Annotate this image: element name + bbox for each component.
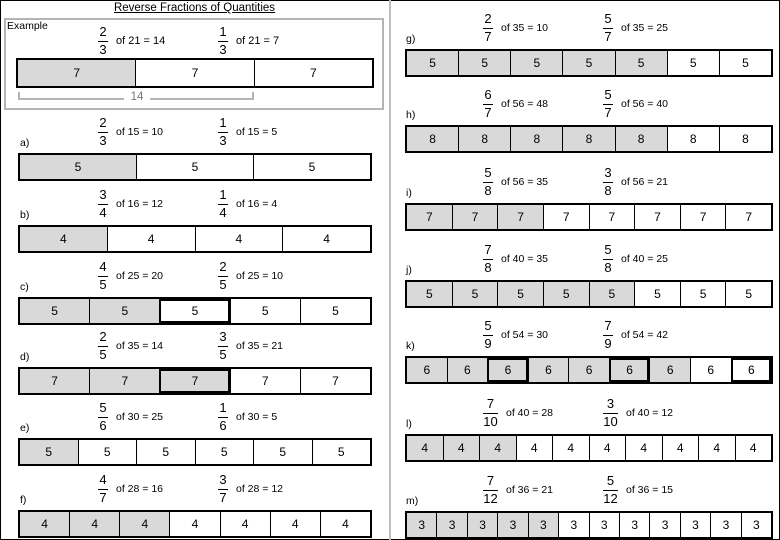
denominator: 12 — [603, 491, 618, 506]
denominator: 3 — [219, 133, 227, 148]
numerator: 4 — [99, 472, 107, 487]
problem-equation-2-text: of 30 = 5 — [236, 411, 278, 423]
strip-cell: 3 — [741, 513, 771, 537]
strip-cell: 4 — [69, 512, 119, 536]
numerator: 3 — [219, 329, 227, 344]
problem-equation-1-text: of 56 = 35 — [501, 176, 548, 188]
strip-cell: 3 — [528, 513, 558, 537]
problem-equation-2 — [603, 397, 673, 429]
strip-cell: 4 — [119, 512, 169, 536]
strip-cell: 5 — [159, 299, 229, 323]
denominator: 7 — [484, 29, 492, 44]
problem-equation-2-fraction — [218, 401, 228, 433]
problem-equation-1 — [483, 319, 548, 351]
denominator: 4 — [99, 205, 107, 220]
problem-equation-2-fraction — [603, 166, 613, 198]
numerator: 5 — [604, 11, 612, 26]
strip-cell: 8 — [719, 127, 771, 151]
bar-model — [18, 225, 372, 253]
numerator: 5 — [484, 165, 492, 180]
denominator: 7 — [484, 105, 492, 120]
problem-equation-1-fraction — [98, 473, 108, 505]
strip-cell: 7 — [135, 60, 253, 86]
problem-equation-2 — [603, 88, 668, 120]
strip-cell: 5 — [589, 282, 635, 306]
example-equation-1 — [98, 25, 165, 57]
strip-cell: 4 — [107, 227, 195, 251]
numerator: 5 — [604, 87, 612, 102]
strip-cell: 5 — [20, 299, 89, 323]
problem-equation-2-text: of 35 = 25 — [621, 22, 668, 34]
strip-cell: 3 — [407, 513, 436, 537]
problem-equation-1 — [483, 88, 548, 120]
problem-equation-2-fraction — [218, 330, 228, 362]
strip-cell: 4 — [735, 436, 772, 460]
numerator: 3 — [99, 187, 107, 202]
denominator: 5 — [99, 277, 107, 292]
problem-equation-2-text: of 40 = 12 — [626, 407, 673, 419]
strip-cell: 6 — [568, 358, 609, 382]
problem-equation-1-text: of 35 = 10 — [501, 22, 548, 34]
bar-model — [405, 511, 773, 539]
strip-cell: 5 — [136, 440, 195, 464]
denominator: 7 — [604, 29, 612, 44]
strip-cell: 4 — [698, 436, 735, 460]
problem-equation-2 — [218, 188, 277, 220]
strip-cell: 5 — [680, 282, 726, 306]
strip-cell: 3 — [436, 513, 466, 537]
problem-equation-2-fraction — [603, 474, 618, 506]
strip-cell: 3 — [589, 513, 619, 537]
problem-equation-2-fraction — [218, 116, 228, 148]
strip-cell: 5 — [20, 440, 78, 464]
strip-cell: 6 — [649, 358, 690, 382]
strip-cell: 5 — [195, 440, 254, 464]
strip-cell: 8 — [510, 127, 562, 151]
bar-model — [18, 297, 372, 325]
strip-cell: 5 — [510, 51, 562, 75]
strip-cell: 6 — [609, 358, 650, 382]
denominator: 5 — [219, 347, 227, 362]
bar-model — [405, 356, 773, 384]
problem-equation-2 — [603, 319, 668, 351]
problem-label: j) — [406, 264, 412, 276]
example-bar-model — [16, 58, 374, 88]
problem-label: e) — [20, 422, 30, 434]
strip-cell: 4 — [282, 227, 370, 251]
denominator: 3 — [99, 133, 107, 148]
problem-equation-2-text: of 35 = 21 — [236, 340, 283, 352]
numerator: 6 — [484, 87, 492, 102]
numerator: 5 — [606, 473, 615, 488]
problem-equation-1-text: of 56 = 48 — [501, 98, 548, 110]
problem-equation-2 — [218, 401, 277, 433]
strip-cell: 4 — [479, 436, 516, 460]
problem-label: a) — [20, 137, 30, 149]
denominator: 10 — [483, 414, 498, 429]
bar-model — [18, 367, 372, 395]
strip-cell: 5 — [634, 282, 680, 306]
strip-cell: 5 — [543, 282, 589, 306]
strip-cell: 7 — [589, 205, 635, 229]
strip-cell: 4 — [625, 436, 662, 460]
problem-equation-1 — [98, 330, 163, 362]
bar-model — [405, 203, 773, 231]
problem-equation-2 — [603, 12, 668, 44]
strip-cell: 4 — [516, 436, 553, 460]
strip-cell: 5 — [667, 51, 719, 75]
example-bracket-label: 14 — [124, 91, 150, 103]
strip-cell: 8 — [562, 127, 614, 151]
strip-cell: 5 — [458, 51, 510, 75]
problem-equation-2 — [218, 116, 277, 148]
denominator: 8 — [604, 260, 612, 275]
problem-equation-1-fraction — [483, 166, 493, 198]
strip-cell: 3 — [649, 513, 679, 537]
numerator: 3 — [604, 165, 612, 180]
problem-equation-1-fraction — [98, 401, 108, 433]
problem-equation-1-fraction — [98, 188, 108, 220]
problem-equation-1-text: of 16 = 12 — [116, 198, 163, 210]
strip-cell: 7 — [159, 369, 229, 393]
strip-cell: 7 — [300, 369, 370, 393]
numerator: 7 — [486, 396, 495, 411]
numerator: 3 — [606, 396, 615, 411]
strip-cell: 7 — [634, 205, 680, 229]
strip-cell: 5 — [312, 440, 371, 464]
problem-equation-1-fraction — [98, 260, 108, 292]
example-equation-2-fraction — [218, 25, 228, 57]
problem-label: f) — [20, 494, 27, 506]
numerator: 1 — [219, 187, 227, 202]
worksheet-title: Reverse Fractions of Quantities — [113, 2, 276, 14]
problem-equation-2-text: of 28 = 12 — [236, 483, 283, 495]
numerator: 2 — [99, 329, 107, 344]
denominator: 3 — [99, 42, 107, 57]
problem-equation-1 — [483, 166, 548, 198]
numerator: 7 — [486, 473, 495, 488]
problem-equation-2 — [603, 166, 668, 198]
strip-cell: 3 — [710, 513, 740, 537]
problem-equation-2-fraction — [603, 243, 613, 275]
problem-equation-1-text: of 40 = 28 — [506, 407, 553, 419]
strip-cell: 5 — [407, 51, 458, 75]
numerator: 5 — [484, 318, 492, 333]
problem-equation-1 — [483, 474, 553, 506]
strip-cell: 4 — [195, 227, 283, 251]
denominator: 5 — [99, 347, 107, 362]
strip-cell: 4 — [270, 512, 320, 536]
numerator: 1 — [219, 400, 227, 415]
strip-cell: 5 — [725, 282, 771, 306]
problem-equation-1 — [483, 243, 548, 275]
numerator: 5 — [604, 242, 612, 257]
problem-equation-2-text: of 54 = 42 — [621, 329, 668, 341]
strip-cell: 5 — [452, 282, 498, 306]
example-equation-2-text: of 21 = 7 — [236, 35, 280, 47]
denominator: 4 — [219, 205, 227, 220]
numerator: 2 — [219, 259, 227, 274]
bar-model — [405, 125, 773, 153]
problem-equation-2-fraction — [218, 260, 228, 292]
strip-cell: 4 — [589, 436, 626, 460]
problem-label: m) — [406, 495, 419, 507]
strip-cell: 7 — [725, 205, 771, 229]
strip-cell: 8 — [407, 127, 458, 151]
problem-equation-2 — [218, 260, 283, 292]
problem-equation-2-text: of 40 = 25 — [621, 253, 668, 265]
denominator: 6 — [99, 418, 107, 433]
problem-equation-1-fraction — [483, 88, 493, 120]
problem-equation-2-fraction — [603, 88, 613, 120]
strip-cell: 7 — [230, 369, 300, 393]
problem-equation-1-text: of 15 = 10 — [116, 126, 163, 138]
strip-cell: 4 — [220, 512, 270, 536]
numerator: 1 — [219, 115, 227, 130]
strip-cell: 4 — [169, 512, 219, 536]
problem-label: l) — [406, 418, 412, 430]
strip-cell: 5 — [89, 299, 159, 323]
problem-equation-1-text: of 30 = 25 — [116, 411, 163, 423]
numerator: 5 — [99, 400, 107, 415]
problem-label: d) — [20, 351, 30, 363]
strip-cell: 7 — [18, 60, 135, 86]
bar-model — [18, 153, 372, 181]
problem-equation-2 — [218, 473, 283, 505]
problem-equation-1 — [98, 401, 163, 433]
example-label: Example — [7, 20, 48, 32]
numerator: 2 — [99, 115, 107, 130]
problem-equation-2 — [603, 243, 668, 275]
strip-cell: 4 — [320, 512, 370, 536]
denominator: 8 — [484, 260, 492, 275]
strip-cell: 5 — [497, 282, 543, 306]
bar-model — [405, 280, 773, 308]
strip-cell: 7 — [680, 205, 726, 229]
denominator: 5 — [219, 277, 227, 292]
problem-equation-1 — [483, 397, 553, 429]
problem-equation-1 — [483, 12, 548, 44]
strip-cell: 7 — [407, 205, 452, 229]
example-equation-1-text: of 21 = 14 — [116, 35, 166, 47]
strip-cell: 7 — [497, 205, 543, 229]
problem-equation-2-text: of 16 = 4 — [236, 198, 278, 210]
strip-cell: 5 — [719, 51, 771, 75]
strip-cell: 6 — [447, 358, 488, 382]
problem-equation-1-fraction — [483, 12, 493, 44]
problem-label: h) — [406, 109, 416, 121]
problem-equation-2-text: of 36 = 15 — [626, 484, 673, 496]
problem-equation-1-fraction — [483, 474, 498, 506]
strip-cell: 7 — [254, 60, 372, 86]
strip-cell: 4 — [662, 436, 699, 460]
strip-cell: 8 — [667, 127, 719, 151]
denominator: 8 — [484, 183, 492, 198]
denominator: 7 — [99, 490, 107, 505]
problem-equation-2-fraction — [603, 319, 613, 351]
problem-equation-1-fraction — [483, 397, 498, 429]
problem-equation-2-text: of 56 = 40 — [621, 98, 668, 110]
strip-cell: 3 — [497, 513, 527, 537]
problem-equation-2-text: of 15 = 5 — [236, 126, 278, 138]
bar-model — [18, 438, 372, 466]
strip-cell: 4 — [552, 436, 589, 460]
denominator: 9 — [604, 336, 612, 351]
example-equation-2 — [218, 25, 279, 57]
strip-cell: 5 — [407, 282, 452, 306]
problem-label: b) — [20, 209, 30, 221]
strip-cell: 5 — [78, 440, 137, 464]
denominator: 9 — [484, 336, 492, 351]
problem-equation-1-text: of 54 = 30 — [501, 329, 548, 341]
strip-cell: 5 — [230, 299, 300, 323]
problem-equation-2-fraction — [218, 473, 228, 505]
problem-equation-1-text: of 28 = 16 — [116, 483, 163, 495]
problem-equation-1-fraction — [483, 243, 493, 275]
strip-cell: 6 — [690, 358, 731, 382]
example-equation-1-fraction — [98, 25, 108, 57]
strip-cell: 4 — [407, 436, 443, 460]
strip-cell: 5 — [562, 51, 614, 75]
problem-equation-1 — [98, 188, 163, 220]
denominator: 12 — [483, 491, 498, 506]
strip-cell: 6 — [731, 358, 772, 382]
problem-equation-1 — [98, 260, 163, 292]
problem-label: c) — [20, 281, 29, 293]
bar-model — [18, 510, 372, 538]
strip-cell: 3 — [680, 513, 710, 537]
strip-cell: 5 — [20, 155, 136, 179]
denominator: 8 — [604, 183, 612, 198]
problem-equation-1-text: of 25 = 20 — [116, 270, 163, 282]
numerator: 2 — [99, 24, 107, 39]
problem-equation-2-fraction — [218, 188, 228, 220]
denominator: 7 — [219, 490, 227, 505]
numerator: 1 — [219, 24, 227, 39]
problem-equation-1-text: of 35 = 14 — [116, 340, 163, 352]
numerator: 4 — [99, 259, 107, 274]
numerator: 2 — [484, 11, 492, 26]
strip-cell: 6 — [487, 358, 528, 382]
denominator: 10 — [603, 414, 618, 429]
numerator: 7 — [484, 242, 492, 257]
problem-equation-2 — [218, 330, 283, 362]
strip-cell: 8 — [458, 127, 510, 151]
strip-cell: 5 — [136, 155, 253, 179]
numerator: 7 — [604, 318, 612, 333]
strip-cell: 3 — [467, 513, 497, 537]
problem-equation-2 — [603, 474, 673, 506]
strip-cell: 6 — [528, 358, 569, 382]
bar-model — [405, 49, 773, 77]
strip-cell: 5 — [615, 51, 667, 75]
problem-label: g) — [406, 33, 416, 45]
strip-cell: 3 — [619, 513, 649, 537]
problem-equation-1-text: of 36 = 21 — [506, 484, 553, 496]
denominator: 3 — [219, 42, 227, 57]
column-divider — [389, 0, 391, 540]
strip-cell: 7 — [452, 205, 498, 229]
strip-cell: 5 — [300, 299, 370, 323]
problem-equation-1 — [98, 473, 163, 505]
strip-cell: 7 — [543, 205, 589, 229]
problem-label: k) — [406, 340, 415, 352]
strip-cell: 3 — [558, 513, 588, 537]
strip-cell: 5 — [253, 440, 312, 464]
strip-cell: 7 — [20, 369, 89, 393]
strip-cell: 4 — [20, 227, 107, 251]
denominator: 6 — [219, 418, 227, 433]
problem-equation-2-fraction — [603, 12, 613, 44]
problem-equation-1-text: of 40 = 35 — [501, 253, 548, 265]
problem-equation-2-fraction — [603, 397, 618, 429]
strip-cell: 6 — [407, 358, 447, 382]
strip-cell: 4 — [443, 436, 480, 460]
denominator: 7 — [604, 105, 612, 120]
problem-equation-1-fraction — [483, 319, 493, 351]
strip-cell: 4 — [20, 512, 69, 536]
strip-cell: 7 — [89, 369, 159, 393]
problem-equation-1-fraction — [98, 330, 108, 362]
problem-equation-1 — [98, 116, 163, 148]
problem-equation-1-fraction — [98, 116, 108, 148]
bar-model — [405, 434, 773, 462]
problem-equation-2-text: of 56 = 21 — [621, 176, 668, 188]
numerator: 3 — [219, 472, 227, 487]
problem-equation-2-text: of 25 = 10 — [236, 270, 283, 282]
strip-cell: 5 — [253, 155, 370, 179]
problem-label: i) — [406, 187, 412, 199]
strip-cell: 8 — [615, 127, 667, 151]
